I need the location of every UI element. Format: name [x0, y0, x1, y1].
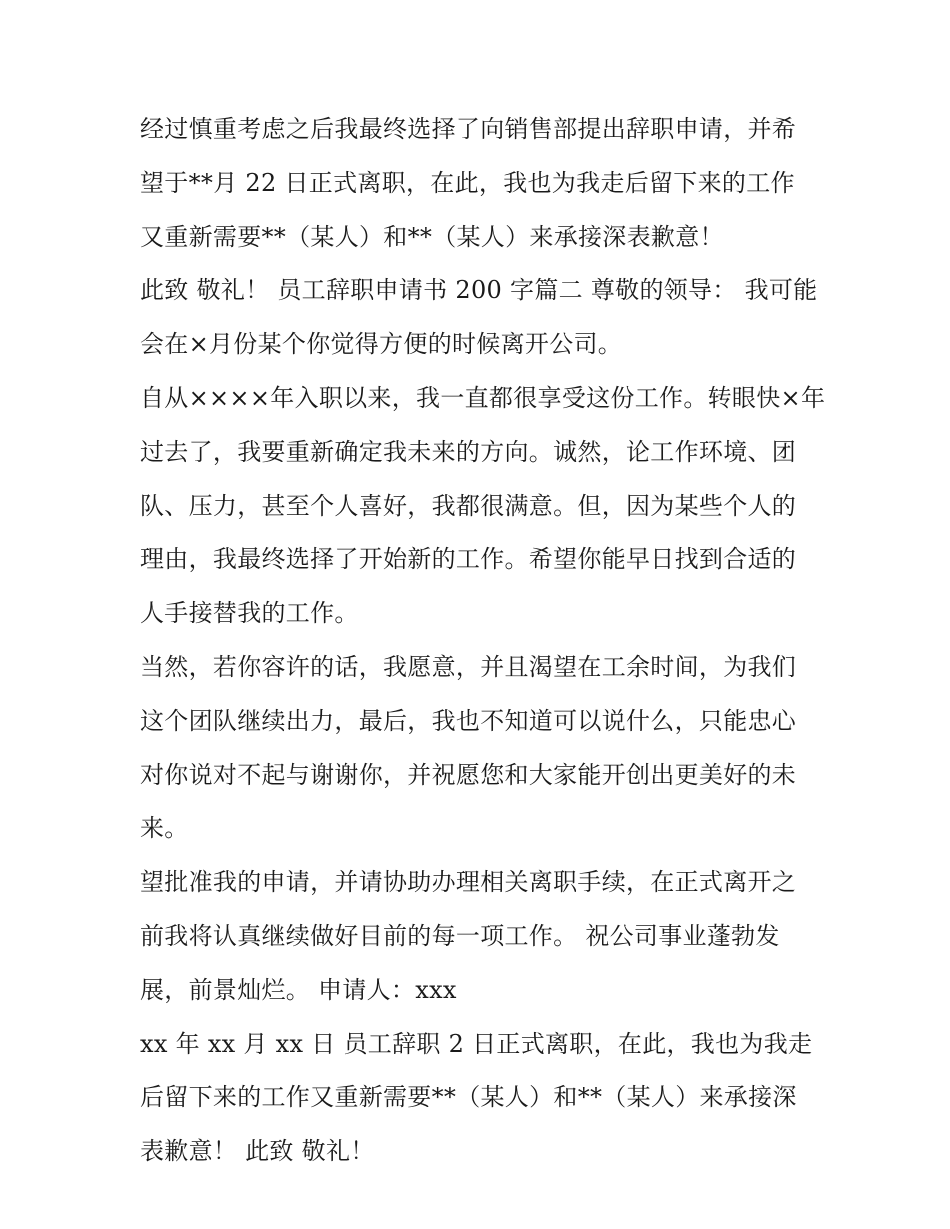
text-line: 望于**月 22 日正式离职，在此，我也为我走后留下来的工作: [140, 168, 795, 197]
text-line: 表歉意！ 此致 敬礼！: [140, 1137, 375, 1166]
text-line: 过去了，我要重新确定我未来的方向。诚然，论工作环境、团: [140, 437, 797, 466]
text-line: 又重新需要**（某人）和**（某人）来承接深表歉意！: [140, 222, 724, 251]
text-line: 后留下来的工作又重新需要**（某人）和**（某人）来承接深: [140, 1083, 797, 1112]
text-line: 自从××××年入职以来，我一直都很享受这份工作。转眼快×年: [140, 383, 826, 412]
text-line: 经过慎重考虑之后我最终选择了向销售部提出辞职申请，并希: [140, 115, 797, 143]
text-line: 展，前景灿烂。 申请人：xxx: [140, 975, 457, 1004]
text-line: 前我将认真继续做好目前的每一项工作。 祝公司事业蓬勃发: [140, 921, 780, 950]
text-line: 人手接替我的工作。: [140, 599, 359, 628]
text-line: 会在×月份某个你觉得方便的时候离开公司。: [140, 330, 623, 359]
document-body: [140, 103, 826, 1179]
text-line: 来。: [140, 814, 189, 843]
text-line: 对你说对不起与谢谢你，并祝愿您和大家能开创出更美好的未: [140, 760, 797, 789]
text-line: 理由，我最终选择了开始新的工作。希望你能早日找到合适的: [140, 545, 797, 574]
text-line: 望批准我的申请，并请协助办理相关离职手续，在正式离开之: [140, 868, 797, 897]
text-line: xx 年 xx 月 xx 日 员工辞职 2 日正式离职，在此，我也为我走: [140, 1029, 813, 1058]
text-line: 此致 敬礼！ 员工辞职申请书 200 字篇二 尊敬的领导： 我可能: [140, 276, 818, 305]
text-line: 当然，若你容许的话，我愿意，并且渴望在工余时间，为我们: [140, 652, 797, 681]
text-line: 队、压力，甚至个人喜好，我都很满意。但，因为某些个人的: [140, 491, 797, 520]
text-line: 这个团队继续出力，最后，我也不知道可以说什么，只能忠心: [140, 706, 797, 735]
